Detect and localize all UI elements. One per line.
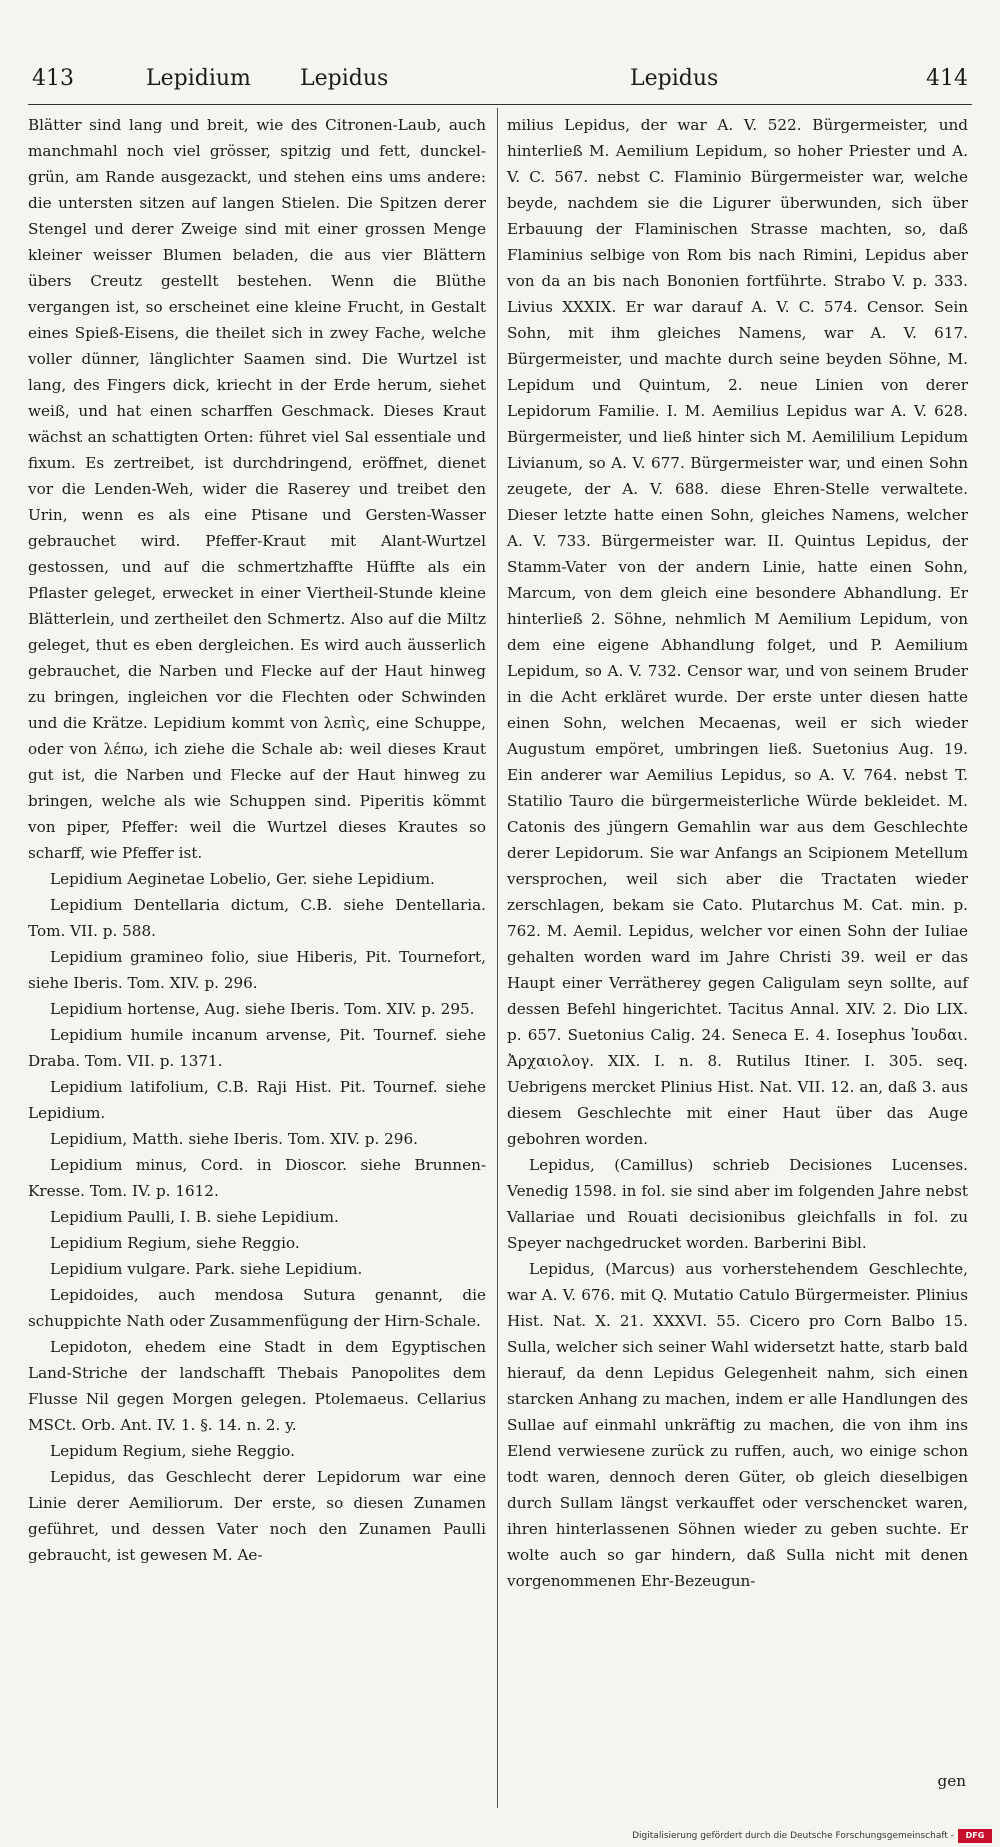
catchword: gen [937, 1772, 966, 1790]
left-para-14: Lepidum Regium, siehe Reggio. [50, 1442, 295, 1460]
left-para-6: Lepidium latifolium, C.B. Raji Hist. Pit. Tournef. siehe Lepidium. [28, 1078, 486, 1122]
running-header [28, 66, 972, 102]
right-para-0: milius Lepidus, der war A. V. 522. Bürgermeister, und hinterließ M. Aemilium Lepidum, so hoher Priester und A. V. C. 567. nebst C. Flaminio Bürgermeister war, welche beyde, nachdem sie die Ligurer überwunden, sich über Erbauung der Flaminischen Strasse machten, so, daß Flaminius selbige von Rom bis nach Rimini, Lepidus aber von da an bis nach Bononien fortführte. Strabo V. p. 333. Livius XXXIX. Er war darauf A. V. C. 574. Censor. Sein Sohn, mit ihm gleiches Namens, war A. V. 617. Bürgermeister, und machte durch seine beyden Söhne, M. Lepidum und Quintum, 2. neue Linien von derer Lepidorum Familie. I. M. Aemilius Lepidus war A. V. 628. Bürgermeister, und ließ hinter sich M. Aemililium Lepidum Livianum, so A. V. 677. Bürgermeister war, und einen Sohn zeugete, der A. V. 688. diese Ehren-Stelle verwaltete. Dieser letzte hatte einen Sohn, gleiches Namens, welcher A. V. 733. Bürgermeister war. II. Quintus Lepidus, der Stamm-Vater von der andern Linie, hatte einen Sohn, Marcum, von dem gleich eine besondere Abhandlung. Er hinterließ 2. Söhne, nehmlich M Aemilium Lepidum, von dem eine eigene Abhandlung folget, und P. Aemilium Lepidum, so A. V. 732. Censor war, und von seinem Bruder in die Acht erkläret wurde. Der erste unter diesen hatte einen Sohn, welchen Mecaenas, weil er sich wieder Augustum empöret, umbringen ließ. Suetonius Aug. 19. Ein anderer war Aemilius Lepidus, so A. V. 764. nebst T. Statilio Tauro die bürgermeisterliche Würde bekleidet. M. Catonis des jüngern Gemahlin war aus dem Geschlechte derer Lepidorum. Sie war Anfangs an Scipionem Metellum versprochen, weil sich aber die Tractaten wieder zerschlagen, bekam sie Cato. Plutarchus M. Cat. min. p. 762. M. Aemil. Lepidus, welcher vor einen Sohn der Iuliae gehalten worden ward im Jahre Christi 39. weil er das Haupt einer Verrätherey gegen Caligulam seyn sollte, auf dessen Befehl hingerichtet. Tacitus Annal. XIV. 2. Dio LIX. p. 657. Suetonius Calig. 24. Seneca E. 4. Iosephus Ἰουδαι. Ἀρχαιολογ. XIX. I. n. 8. Rutilus Itiner. I. 305. seq. Uebrigens mercket Plinius Hist. Nat. VII. 12. an, daß 3. aus diesem Geschlechte mit einer Haut über das Auge gebohren worden. [507, 116, 968, 1148]
dfg-logo-icon: DFG [958, 1829, 992, 1843]
page-number-left: 413 [32, 66, 74, 91]
left-para-5: Lepidium humile incanum arvense, Pit. Tournef. siehe Draba. Tom. VII. p. 1371. [28, 1026, 486, 1070]
left-para-10: Lepidium Regium, siehe Reggio. [50, 1234, 300, 1252]
column-divider [497, 108, 498, 1808]
left-para-0: Blätter sind lang und breit, wie des Citronen-Laub, auch manchmahl noch viel grösser, spitzig und fett, dunckel-grün, am Rande ausgezackt, und stehen eins ums andere: die untersten sitzen auf langen Stielen. Die Spitzen derer Stengel und derer Zweige sind mit einer grossen Menge kleiner weisser Blumen beladen, die aus vier Blättern übers Creutz gestellt bestehen. Wenn die Blüthe vergangen ist, so erscheinet eine kleine Frucht, in Gestalt eines Spieß-Eisens, die theilet sich in zwey Fache, welche voller dünner, länglichter Saamen sind. Die Wurtzel ist lang, des Fingers dick, kriecht in der Erde herum, siehet weiß, und hat einen scharffen Geschmack. Dieses Kraut wächst an schattigten Orten: führet viel Sal essentiale und fixum. Es zertreibet, ist durchdringend, eröffnet, dienet vor die Lenden-Weh, wider die Raserey und treibet den Urin, wenn es als eine Ptisane und Gersten-Wasser gebrauchet wird. Pfeffer-Kraut mit Alant-Wurtzel gestossen, und auf die schmertzhaffte Hüffte als ein Pflaster geleget, erwecket in einer Viertheil-Stunde kleine Blätterlein, und zertheilet den Schmertz. Also auf die Miltz geleget, thut es eben dergleichen. Es wird auch äusserlich gebrauchet, die Narben und Flecke auf der Haut hinweg zu bringen, ingleichen vor die Flechten oder Schwinden und die Krätze. Lepidium kommt von λεπὶς, eine Schuppe, oder von λέπω, ich ziehe die Schale ab: weil dieses Kraut gut ist, die Narben und Flecke auf der Haut hinweg zu bringen, welche als wie Schuppen sind. Piperitis kömmt von piper, Pfeffer: weil die Wurtzel dieses Krautes so scharff, wie Pfeffer ist. [28, 116, 486, 862]
header-rule [28, 104, 972, 105]
header-title-right: Lepidus [630, 66, 719, 91]
left-para-4: Lepidium hortense, Aug. siehe Iberis. Tom. XIV. p. 295. [50, 1000, 475, 1018]
left-column [28, 112, 486, 1568]
left-para-13: Lepidoton, ehedem eine Stadt in dem Egyptischen Land-Striche der landschafft Thebais Panopolites dem Flusse Nil gegen Morgen gelegen. Ptolemaeus. Cellarius MSCt. Orb. Ant. IV. 1. §. 14. n. 2. y. [28, 1338, 486, 1434]
left-para-7: Lepidium, Matth. siehe Iberis. Tom. XIV. p. 296. [50, 1130, 418, 1148]
right-para-2: Lepidus, (Marcus) aus vorherstehendem Geschlechte, war A. V. 676. mit Q. Mutatio Catulo Bürgermeister. Plinius Hist. Nat. X. 21. XXXVI. 55. Cicero pro Corn Balbo 15. Sulla, welcher sich seiner Wahl widersetzt hatte, starb bald hierauf, da denn Lepidus Gelegenheit nahm, sich einen starcken Anhang zu machen, indem er alle Handlungen des Sullae auf einmahl unkräftig zu machen, die von ihm ins Elend verwiesene zurück zu ruffen, auch, wo einige schon todt waren, dennoch deren Güter, ob gleich dieselbigen durch Sullam längst verkauffet oder verschencket waren, ihren hinterlassenen Söhnen wieder zu geben suchte. Er wolte auch so gar hindern, daß Sulla nicht mit denen vorgenommenen Ehr-Bezeugun- [507, 1260, 968, 1590]
left-para-15: Lepidus, das Geschlecht derer Lepidorum war eine Linie derer Aemiliorum. Der erste, so diesen Zunamen geführet, und dessen Vater noch den Zunamen Paulli gebraucht, ist gewesen M. Ae- [28, 1468, 486, 1564]
left-para-2: Lepidium Dentellaria dictum, C.B. siehe Dentellaria. Tom. VII. p. 588. [28, 896, 486, 940]
left-para-3: Lepidium gramineo folio, siue Hiberis, Pit. Tournefort, siehe Iberis. Tom. XIV. p. 296. [28, 948, 486, 992]
digitization-note: Digitalisierung gefördert durch die Deutsche Forschungsgemeinschaft - [632, 1831, 954, 1841]
header-title-left: Lepidium [146, 66, 251, 91]
left-para-8: Lepidium minus, Cord. in Dioscor. siehe Brunnen-Kresse. Tom. IV. p. 1612. [28, 1156, 486, 1200]
right-para-1: Lepidus, (Camillus) schrieb Decisiones Lucenses. Venedig 1598. in fol. sie sind aber im folgenden Jahre nebst Vallariae und Rouati decisionibus gleichfalls in fol. zu Speyer nachgedrucket worden. Barberini Bibl. [507, 1156, 968, 1252]
right-column [507, 112, 968, 1594]
left-para-12: Lepidoides, auch mendosa Sutura genannt, die schuppichte Nath oder Zusammenfügung der Hirn-Schale. [28, 1286, 486, 1330]
left-para-1: Lepidium Aeginetae Lobelio, Ger. siehe Lepidium. [50, 870, 435, 888]
left-para-11: Lepidium vulgare. Park. siehe Lepidium. [50, 1260, 363, 1278]
header-title-mid: Lepidus [300, 66, 389, 91]
page-number-right: 414 [926, 66, 968, 91]
left-para-9: Lepidium Paulli, I. B. siehe Lepidium. [50, 1208, 339, 1226]
